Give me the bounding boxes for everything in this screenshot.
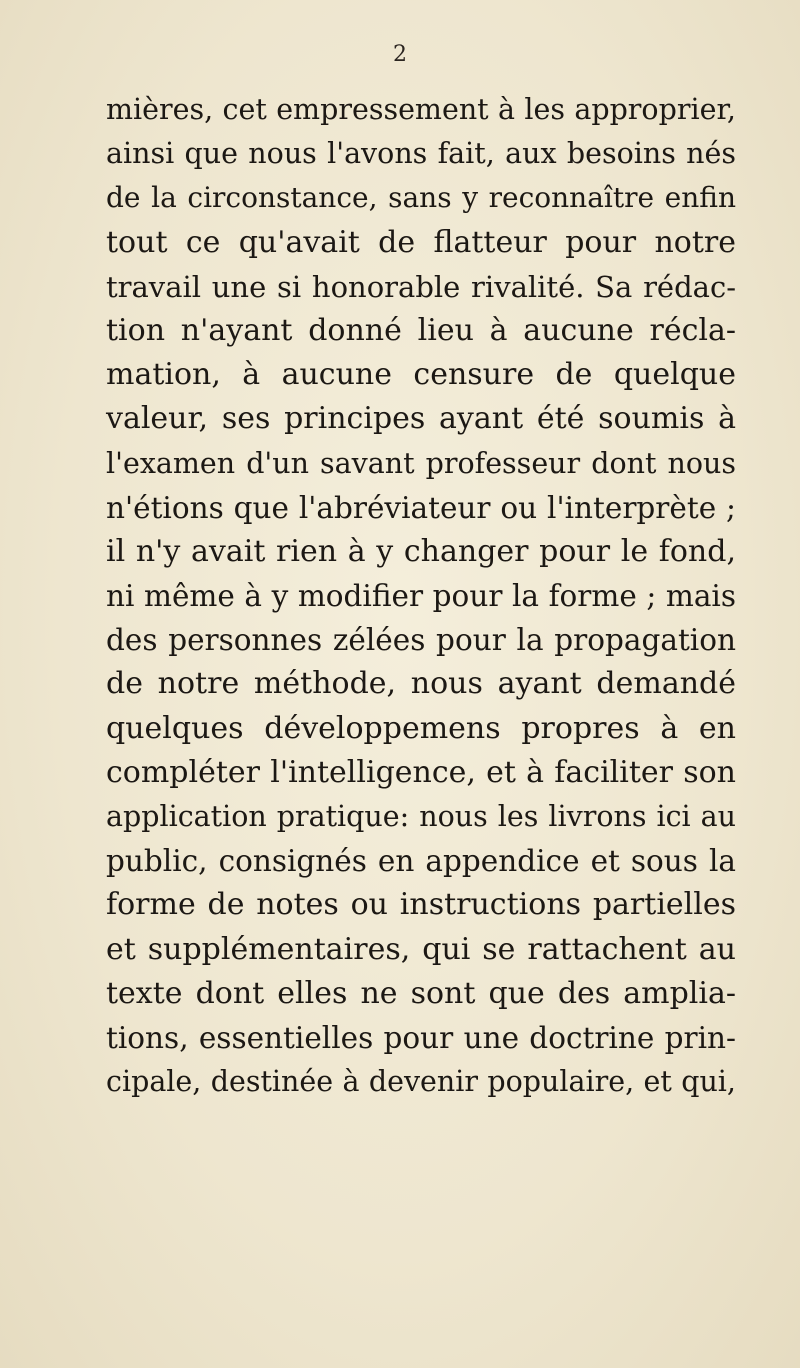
text-line: et supplémentaires, qui se rattachent au: [106, 931, 736, 967]
page-number: 2: [393, 42, 407, 67]
text-line: ainsi que nous l'avons fait, aux besoins nés: [106, 137, 736, 171]
text-line: l'examen d'un savant professeur dont nous: [106, 446, 736, 480]
text-line: quelques développemens propres à en: [106, 710, 736, 746]
text-line: n'étions que l'abréviateur ou l'interprète ;: [106, 490, 736, 525]
text-line: de notre méthode, nous ayant demandé: [106, 666, 736, 702]
text-line: tout ce qu'avait de flatteur pour notre: [106, 224, 736, 260]
text-line: tion n'ayant donné lieu à aucune récla-: [106, 312, 736, 348]
text-line: public, consignés en appendice et sous la: [106, 844, 736, 879]
text-line: il n'y avait rien à y changer pour le fond,: [106, 533, 736, 569]
text-line: mières, cet empressement à les approprier,: [106, 93, 736, 126]
text-line: tions, essentielles pour une doctrine prin-: [106, 1020, 736, 1055]
text-line: compléter l'intelligence, et à faciliter son: [106, 754, 736, 790]
text-line: texte dont elles ne sont que des amplia-: [106, 975, 736, 1011]
text-line: forme de notes ou instructions partielles: [106, 887, 736, 923]
text-line: des personnes zélées pour la propagation: [106, 623, 736, 658]
text-line: travail une si honorable rivalité. Sa rédac-: [106, 269, 736, 304]
text-line: ni même à y modifier pour la forme ; mais: [106, 579, 736, 614]
text-line: cipale, destinée à devenir populaire, et qui,: [106, 1065, 736, 1099]
body-text: [106, 88, 736, 1104]
text-line: valeur, ses principes ayant été soumis à: [106, 401, 736, 437]
text-line: mation, à aucune censure de quelque: [106, 357, 736, 393]
text-line: application pratique: nous les livrons ici au: [106, 800, 736, 833]
text-line: de la circonstance, sans y reconnaître enfin: [106, 181, 736, 215]
